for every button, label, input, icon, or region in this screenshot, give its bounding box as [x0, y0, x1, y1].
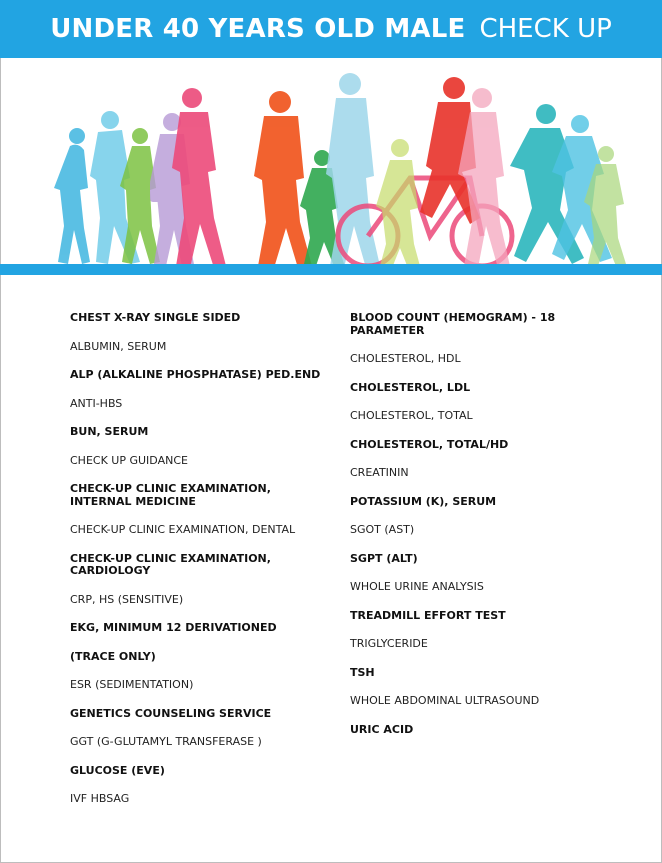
list-item: ALBUMIN, SERUM — [70, 339, 167, 353]
list-item: CRP, HS (SENSITIVE) — [70, 592, 184, 606]
page-title: UNDER 40 YEARS OLD MALE — [50, 14, 466, 44]
list-item: CHEST X-RAY SINGLE SIDED — [70, 311, 241, 324]
page-subtitle: CHECK UP — [479, 14, 612, 44]
rider-yellow-figure — [376, 139, 420, 268]
list-item: BLOOD COUNT (HEMOGRAM) - 18 PARAMETER — [350, 311, 556, 337]
woman-walking-figure — [54, 128, 90, 264]
list-item: CHECK UP GUIDANCE — [70, 453, 188, 467]
list-item: GGT (G-GLUTAMYL TRANSFERASE ) — [70, 735, 262, 748]
people-silhouettes-illustration — [0, 58, 662, 276]
man-orange-figure — [254, 91, 312, 268]
list-item: BUN, SERUM — [70, 425, 149, 438]
header-bar — [0, 0, 662, 58]
list-item: WHOLE ABDOMINAL ULTRASOUND — [350, 694, 540, 707]
list-item: ESR (SEDIMENTATION) — [70, 678, 194, 691]
list-item: CHOLESTEROL, TOTAL/HD — [350, 437, 509, 451]
list-item: EKG, MINIMUM 12 DERIVATIONED — [70, 621, 277, 634]
list-item: WHOLE URINE ANALYSIS — [350, 580, 484, 593]
list-item: GLUCOSE (EVE) — [70, 763, 165, 777]
list-item: ALP (ALKALINE PHOSPHATASE) PED.END — [70, 368, 321, 381]
list-item: SGOT (AST) — [350, 523, 415, 536]
test-list-left — [70, 312, 340, 822]
list-item: (TRACE ONLY) — [70, 649, 156, 663]
list-item: POTASSIUM (K), SERUM — [350, 494, 497, 508]
list-item: CHOLESTEROL, LDL — [350, 380, 471, 394]
list-item: ANTI-HBS — [70, 396, 123, 410]
divider-band — [0, 264, 662, 275]
test-list-right — [350, 312, 620, 752]
list-item: GENETICS COUNSELING SERVICE — [70, 706, 272, 720]
list-item: CHECK-UP CLINIC EXAMINATION, CARDIOLOGY — [70, 551, 271, 577]
list-item: TREADMILL EFFORT TEST — [350, 608, 506, 622]
list-item: TSH — [350, 665, 375, 679]
hero-illustration — [0, 58, 662, 276]
list-item: CHOLESTEROL, HDL — [350, 352, 461, 365]
list-item: CHOLESTEROL, TOTAL — [350, 409, 473, 422]
list-item: CHECK-UP CLINIC EXAMINATION, DENTAL — [70, 523, 296, 536]
list-item: IVF HBSAG — [70, 792, 130, 805]
list-item: CHECK-UP CLINIC EXAMINATION, INTERNAL MEDICINE — [70, 482, 271, 508]
list-item: SGPT (ALT) — [350, 551, 418, 565]
list-item: URIC ACID — [350, 722, 414, 736]
list-item: CREATININ — [350, 466, 409, 479]
list-item: TRIGLYCERIDE — [350, 637, 428, 650]
